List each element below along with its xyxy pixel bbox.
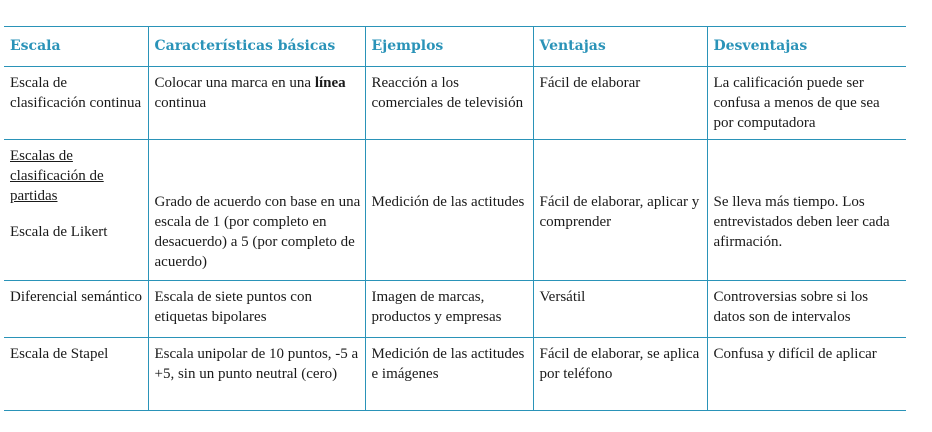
escala-name: Escala de Likert [10, 224, 108, 240]
cell-desventajas: La calificación puede ser confusa a menos de que sea por computadora [707, 67, 906, 140]
table-row [4, 338, 906, 411]
escala-group [10, 146, 144, 242]
cell-ejemplos [365, 140, 533, 281]
text-part: continua [154, 95, 207, 111]
cell-caracteristicas: Escala de siete puntos con etiquetas bipolares [148, 281, 365, 338]
cell-ventajas: Fácil de elaborar [533, 67, 707, 140]
cell-ejemplos: Medición de las actitudes e imágenes [365, 338, 533, 411]
cell-text: Grado de acuerdo con base en una escala de 1 (por completo en desacuerdo) a 5 (por completo de acuerdo) [154, 194, 361, 270]
cell-text: Fácil de elaborar, aplicar y comprender [539, 194, 700, 230]
cell-desventajas [707, 140, 906, 281]
cell-text: Se lleva más tiempo. Los entrevistados deben leer cada afirmación. [713, 194, 890, 250]
cell-escala: Escala de Stapel [4, 338, 148, 411]
cell-desventajas: Controversias sobre si los datos son de intervalos [707, 281, 906, 338]
cell-escala: Escala de clasificación continua [4, 67, 148, 140]
comparison-table [4, 26, 906, 411]
cell-ventajas: Versátil [533, 281, 707, 338]
cell-ejemplos: Imagen de marcas, productos y empresas [365, 281, 533, 338]
table-row [4, 140, 906, 281]
cell-escala [4, 140, 148, 281]
emphasis-text: línea [314, 75, 346, 91]
text-part: Colocar una marca en una [154, 75, 315, 91]
cell-caracteristicas: Escala unipolar de 10 puntos, -5 a +5, sin un punto neutral (cero) [148, 338, 365, 411]
header-escala: Escala [4, 27, 148, 67]
cell-ejemplos: Reacción a los comerciales de televisión [365, 67, 533, 140]
cell-text: Medición de las actitudes [371, 194, 525, 210]
header-desventajas: Desventajas [707, 27, 906, 67]
cell-escala: Diferencial semántico [4, 281, 148, 338]
table-row [4, 281, 906, 338]
table-row [4, 67, 906, 140]
table-header-row [4, 27, 906, 67]
header-caracteristicas: Características básicas [148, 27, 365, 67]
cell-ventajas: Fácil de elaborar, se aplica por teléfono [533, 338, 707, 411]
cell-desventajas: Confusa y difícil de aplicar [707, 338, 906, 411]
header-ventajas: Ventajas [533, 27, 707, 67]
group-heading: Escalas de clasificación de partidas [10, 148, 104, 204]
cell-caracteristicas [148, 140, 365, 281]
cell-caracteristicas [148, 67, 365, 140]
header-ejemplos: Ejemplos [365, 27, 533, 67]
cell-ventajas [533, 140, 707, 281]
